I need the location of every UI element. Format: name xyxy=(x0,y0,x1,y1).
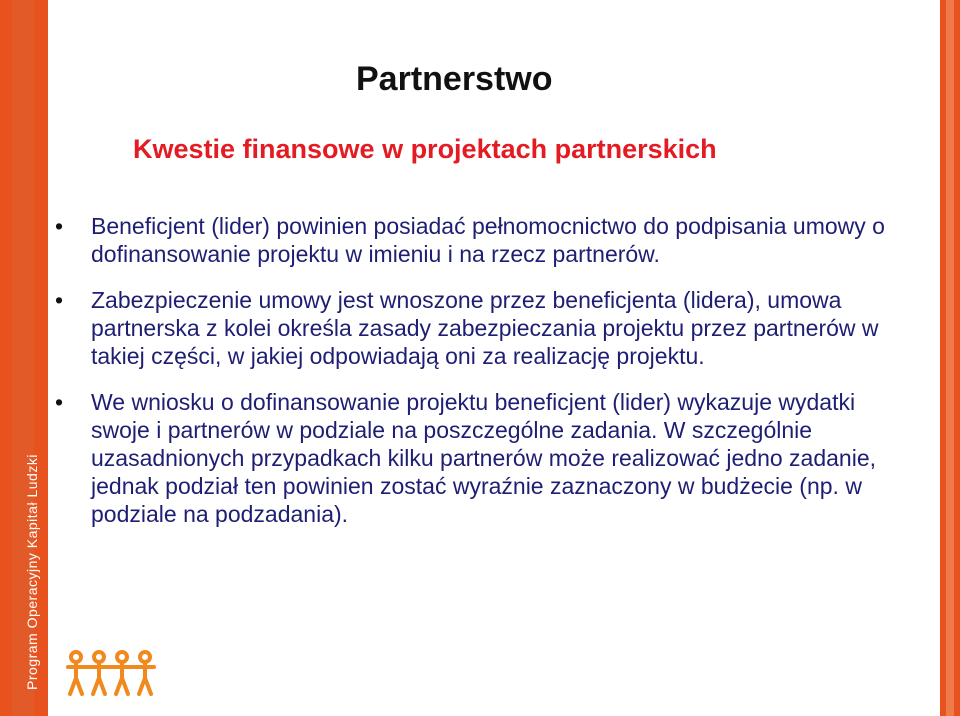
slide-title: Partnerstwo xyxy=(356,60,553,98)
bullet-icon: • xyxy=(55,287,64,313)
bullet-icon: • xyxy=(55,213,64,239)
left-accent-band xyxy=(0,0,48,716)
bullet-icon: • xyxy=(55,389,64,415)
bullet-text: We wniosku o dofinansowanie projektu beneficjent (lider) wykazuje wydatki swoje i partnerów w podziale na poszczególne zadania. W szczególnie uzasadnionych przypadkach kilku partnerów może realizować jedno zadanie, jednak podział ten powinien zostać wyraźnie zaznaczony w budżecie (np. w podziale na podzadania). xyxy=(91,389,876,527)
bullet-item xyxy=(55,286,915,370)
bullet-item xyxy=(55,212,915,268)
bullet-text: Beneficjent (lider) powinien posiadać pełnomocnictwo do podpisania umowy o dofinansowanie projektu w imieniu i na rzecz partnerów. xyxy=(91,213,885,267)
program-name-vertical: Program Operacyjny Kapitał Ludzki xyxy=(24,454,40,690)
bullet-list xyxy=(55,212,915,546)
bullet-text: Zabezpieczenie umowy jest wnoszone przez beneficjenta (lidera), umowa partnerska z kolei określa zasady zabezpieczania projektu przez partnerów w takiej części, w jakiej odpowiadają oni za realizację projektu. xyxy=(91,287,879,369)
right-accent-band xyxy=(940,0,960,716)
right-accent-band-inner xyxy=(946,0,954,716)
bullet-item xyxy=(55,388,915,528)
people-figures-logo-icon xyxy=(66,650,156,696)
slide-subtitle: Kwestie finansowe w projektach partnerskich xyxy=(133,134,717,164)
